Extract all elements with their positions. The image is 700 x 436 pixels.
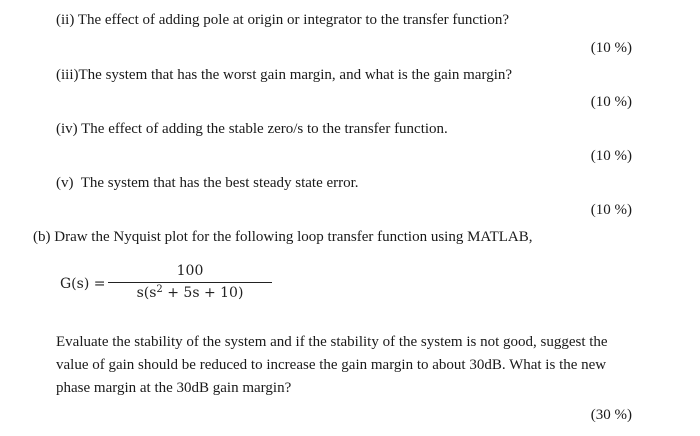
question-iv-marks: (10 %) [590, 148, 632, 164]
question-ii-marks: (10 %) [590, 40, 632, 56]
question-ii-text: (ii) The effect of adding pole at origin or integrator to the transfer function? [56, 12, 510, 28]
fraction-bar [108, 282, 272, 283]
part-b-paragraph: Evaluate the stability of the system and if the stability of the system is not good, suggest the value of gain should be reduced to increase the gain margin to about 30dB. What is the new phase margin at the 30dB gain margin? [56, 334, 608, 396]
question-iv-text: (iv) The effect of adding the stable zero/s to the transfer function. [56, 121, 448, 137]
equation-fraction [108, 262, 272, 302]
part-b-marks: (30 %) [590, 407, 632, 423]
part-b-heading: (b) Draw the Nyquist plot for the following loop transfer function using MATLAB, [33, 229, 533, 245]
question-iii-marks: (10 %) [590, 94, 632, 110]
question-iii-text: (iii)The system that has the worst gain margin, and what is the gain margin? [56, 67, 513, 83]
question-v-marks: (10 %) [590, 202, 632, 218]
denominator-exponent: 2 [156, 284, 163, 295]
equation-numerator: 100 [176, 263, 204, 279]
question-v-text: (v) The system that has the best steady state error. [56, 175, 359, 191]
denominator-prefix: s(s [136, 285, 157, 301]
equation-lhs: G(s) = [60, 276, 106, 292]
denominator-suffix: + 5s + 10) [162, 285, 244, 301]
equation-denominator [108, 284, 272, 302]
